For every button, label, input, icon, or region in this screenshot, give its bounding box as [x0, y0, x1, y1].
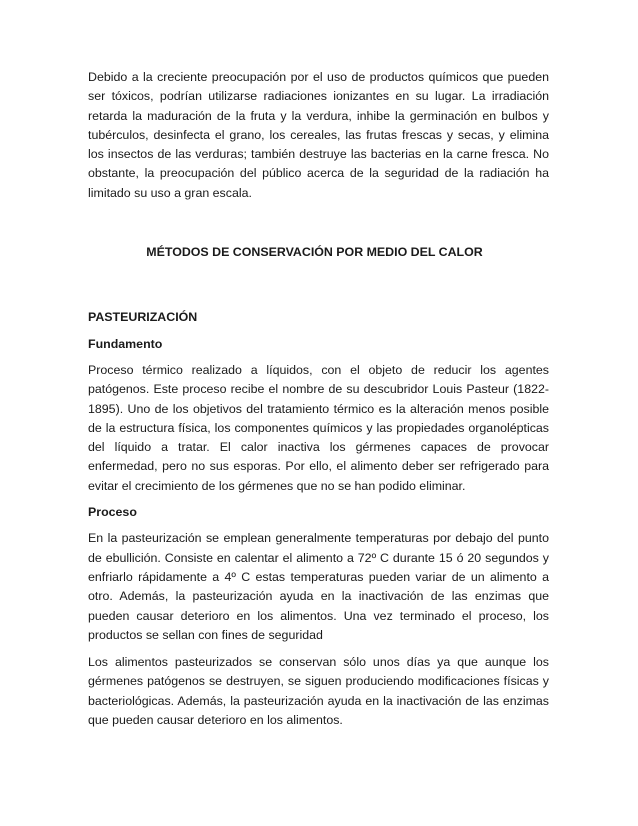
fundamento-paragraph: Proceso térmico realizado a líquidos, con el objeto de reducir los agentes patógenos. Este proceso recibe el nombre de su descubridor Louis Pasteur (1822-1895). Uno de los objetivos del tratamiento térmico es la alteración menos posible de la estructura física, los componentes químicos y las propiedades organolépticas del líquido a tratar. El calor inactiva los gérmenes capaces de provocar enfermedad, pero no sus esporas. Por ello, el alimento deber ser refrigerado para evitar el crecimiento de los gérmenes que no se han podido eliminar.	[88, 362, 549, 493]
fundamento-heading: Fundamento	[88, 336, 163, 351]
section-title: MÉTODOS DE CONSERVACIÓN POR MEDIO DEL CALOR	[146, 245, 483, 260]
intro-paragraph: Debido a la creciente preocupación por el uso de productos químicos que pueden ser tóxicos, podrían utilizarse radiaciones ionizantes en su lugar. La irradiación retarda la maduración de la fruta y la verdura, inhibe la germinación en bulbos y tubérculos, desinfecta el grano, los cereales, las frutas frescas y secas, y elimina los insectos de las verduras; también destruye las bacterias en la carne fresca. No obstante, la preocupación del público acerca de la seguridad de la radiación ha limitado su uso a gran escala.	[88, 70, 549, 200]
proceso-paragraph-2: Los alimentos pasteurizados se conservan sólo unos días ya que aunque los gérmenes patógenos se destruyen, se siguen produciendo modificaciones físicas y bacteriológicas. Además, la pasteurización ayuda en la inactivación de las enzimas que pueden causar deterioro en los alimentos.	[88, 655, 549, 728]
document-page	[88, 68, 549, 730]
main-heading: PASTEURIZACIÓN	[88, 310, 198, 325]
proceso-paragraph-1: En la pasteurización se emplean generalmente temperaturas por debajo del punto de ebullición. Consiste en calentar el alimento a 72º C durante 15 ó 20 segundos y enfriarlo rápidamente a 4º C estas temperaturas pueden variar de un alimento a otro. Además, la pasteurización ayuda en la inactivación de las enzimas que pueden causar deterioro en los alimentos. Una vez terminado el proceso, los productos se sellan con fines de seguridad	[88, 531, 549, 642]
proceso-heading: Proceso	[88, 505, 137, 520]
